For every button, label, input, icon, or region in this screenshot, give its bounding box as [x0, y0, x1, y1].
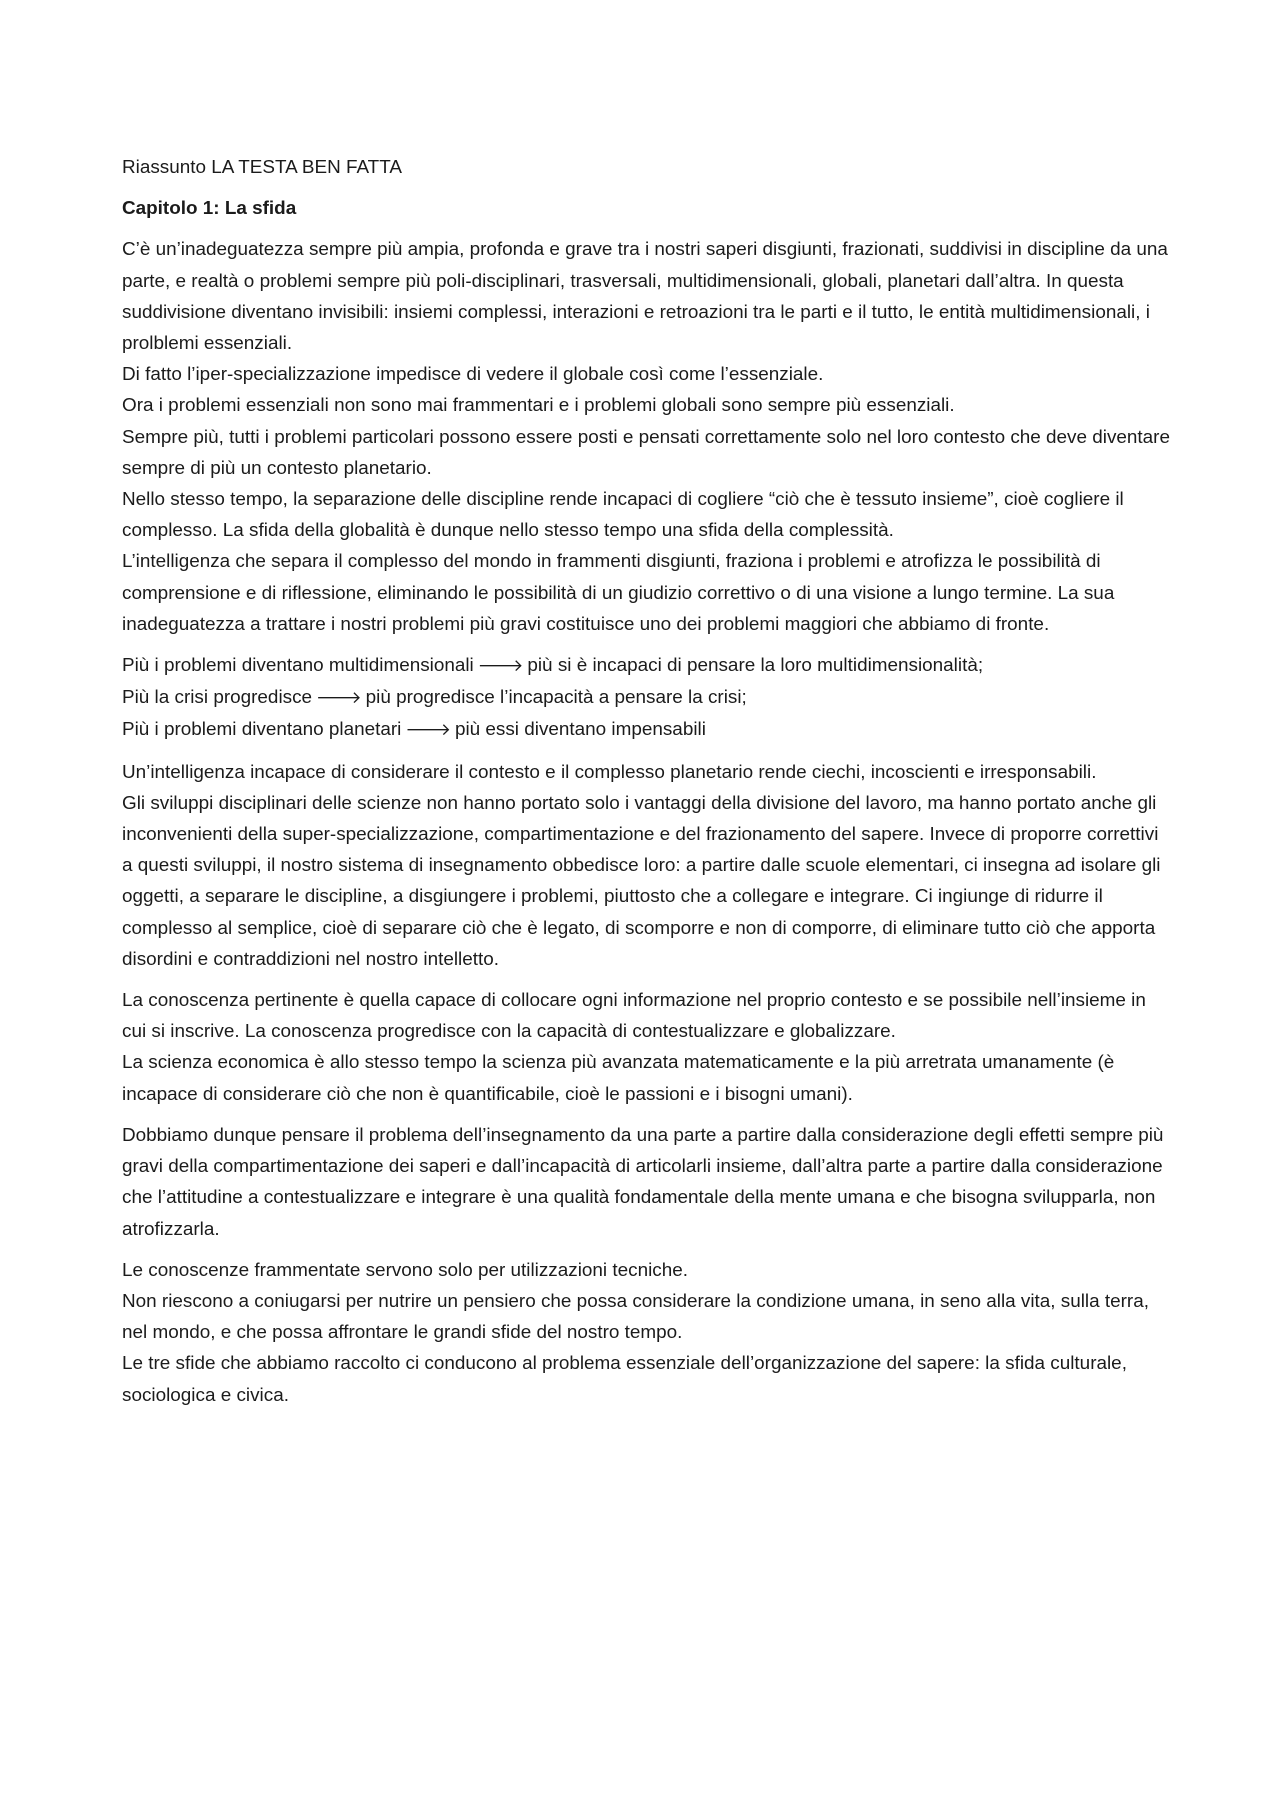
text-line: La conoscenza pertinente è quella capace di collocare ogni informazione nel proprio contesto e se possibile nell’insieme in cui si inscrive. La conoscenza progredisce con la capacità di contestualizzare e globalizzare.: [122, 990, 1146, 1043]
text-line: C’è un’inadeguatezza sempre più ampia, profonda e grave tra i nostri saperi disgiunti, frazionati, suddivisi in discipline da una parte, e realtà o problemi sempre più poli-disciplinari, trasversali, multidimensionali, globali, planetari dall’altra. In questa suddivisione diventano invisibili: insiemi complessi, interazioni e retroazioni tra le parti e il tutto, le entità multidimensionali, i prolblemi essenziali.: [122, 239, 1168, 355]
text-line: La scienza economica è allo stesso tempo la scienza più avanzata matematicamente e la più arretrata umanamente (è incapace di considerare ciò che non è quantificabile, cioè le passioni e i bisogni umani).: [122, 1052, 1115, 1105]
statement-left: Più i problemi diventano planetari: [122, 719, 402, 741]
text-line: L’intelligenza che separa il complesso del mondo in frammenti disgiunti, fraziona i problemi e atrofizza le possibilità di comprensione e di riflessione, eliminando le possibilità di un giudizio correttivo o di una visione a lungo termine. La sua inadeguatezza a trattare i nostri problemi più gravi costituisce uno dei problemi maggiori che abbiamo di fronte.: [122, 551, 1115, 635]
chapter-title: Capitolo 1: La sfida: [122, 198, 297, 220]
statement-left: Più i problemi diventano multidimensionali: [122, 655, 474, 677]
right-arrow-icon: 🡒: [405, 720, 451, 741]
text-line: Dobbiamo dunque pensare il problema dell’insegnamento da una parte a partire dalla considerazione degli effetti sempre più gravi della compartimentazione dei saperi e dall’incapacità di articolarli insieme, dall’altra parte a partire dalla considerazione che l’attitudine a contestualizzare e integrare è una qualità fondamentale della mente umana e che bisogna svilupparla, non atrofizzarla.: [122, 1124, 1164, 1240]
statement-right: più essi diventano impensabili: [454, 719, 706, 741]
arrow-statement: [122, 650, 1172, 682]
document-title: Riassunto LA TESTA BEN FATTA: [122, 157, 402, 178]
text-line: Nello stesso tempo, la separazione delle discipline rende incapaci di cogliere “ciò che è tessuto insieme”, cioè cogliere il complesso. La sfida della globalità è dunque nello stesso tempo una sfida della complessità.: [122, 489, 1124, 542]
text-line: Ora i problemi essenziali non sono mai frammentari e i problemi globali sono sempre più essenziali.: [122, 395, 955, 417]
arrow-statement: [122, 682, 1172, 714]
text-line: Sempre più, tutti i problemi particolari possono essere posti e pensati correttamente solo nel loro contesto che deve diventare sempre di più un contesto planetario.: [122, 426, 1170, 479]
text-line: Di fatto l’iper-specializzazione impedisce di vedere il globale così come l’essenziale.: [122, 364, 824, 386]
right-arrow-icon: 🡒: [477, 656, 524, 677]
paragraph-arrows: [122, 650, 1172, 747]
text-line: Un’intelligenza incapace di considerare il contesto e il complesso planetario rende ciechi, incoscienti e irresponsabili.: [122, 761, 1097, 783]
document-page: [122, 152, 1172, 1421]
right-arrow-icon: 🡒: [316, 688, 362, 709]
text-line: Le tre sfide che abbiamo raccolto ci conducono al problema essenziale dell’organizzazione del sapere: la sfida culturale, sociologica e civica.: [122, 1353, 1127, 1406]
paragraph-teaching: [122, 1120, 1172, 1245]
statement-right: più progredisce l’incapacità a pensare la crisi;: [365, 687, 747, 709]
paragraph-knowledge: [122, 985, 1172, 1110]
arrow-statement: [122, 714, 1172, 746]
statement-right: più si è incapaci di pensare la loro multidimensionalità;: [527, 655, 984, 677]
text-line: Le conoscenze frammentate servono solo per utilizzazioni tecniche.: [122, 1259, 688, 1281]
paragraph-intro: [122, 234, 1172, 640]
text-line: Non riescono a coniugarsi per nutrire un pensiero che possa considerare la condizione umana, in seno alla vita, sulla terra, nel mondo, e che possa affrontare le grandi sfide del nostro tempo.: [122, 1290, 1149, 1344]
statement-left: Più la crisi progredisce: [122, 687, 313, 709]
paragraph-conclusion: [122, 1255, 1172, 1411]
paragraph-intelligence: [122, 757, 1172, 975]
text-line: Gli sviluppi disciplinari delle scienze non hanno portato solo i vantaggi della divisione del lavoro, ma hanno portato anche gli inconvenienti della super-specializzazione, compartimentazione e del frazionamento del sapere. Invece di proporre correttivi a questi sviluppi, il nostro sistema di insegnamento obbedisce loro: a partire dalle scuole elementari, ci insegna ad isolare gli oggetti, a separare le discipline, a disgiungere i problemi, piuttosto che a collegare e integrare. Ci ingiunge di ridurre il complesso al semplice, cioè di separare ciò che è legato, di scomporre e non di comporre, di eliminare tutto ciò che apporta disordini e contraddizioni nel nostro intelletto.: [122, 792, 1161, 970]
